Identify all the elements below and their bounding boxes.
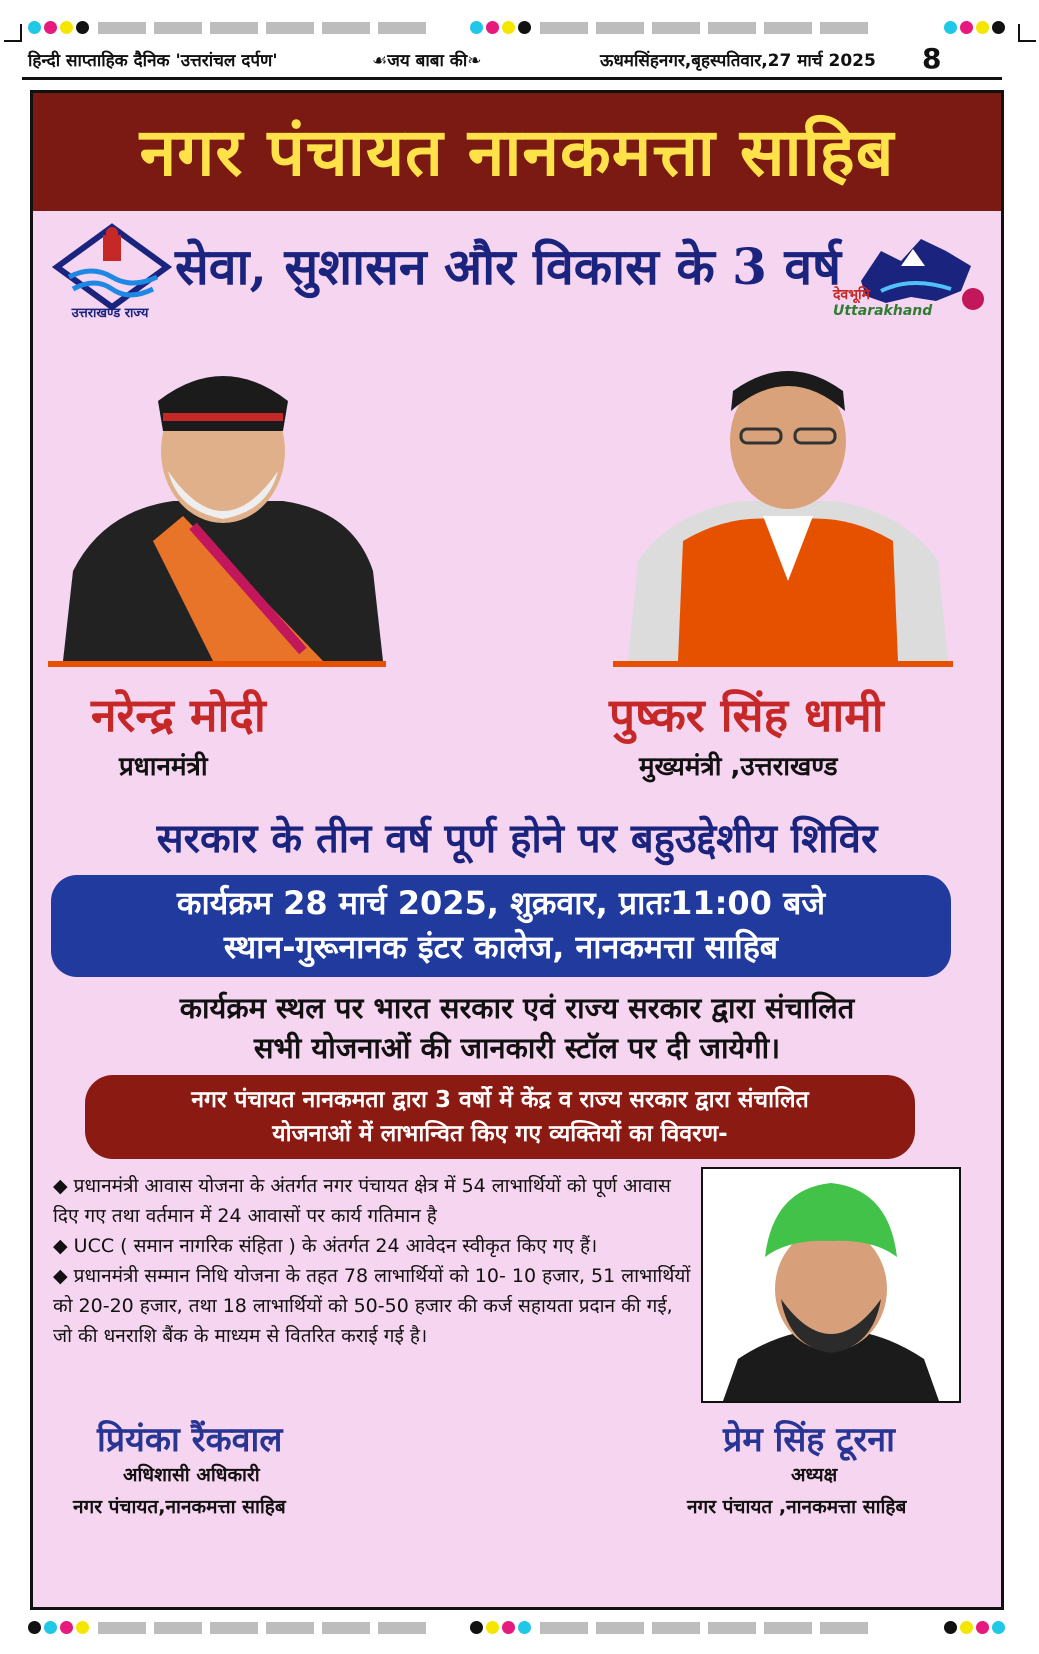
gray-blocks xyxy=(98,22,426,34)
event-banner xyxy=(51,875,951,977)
masthead xyxy=(22,44,1002,74)
headline: सरकार के तीन वर्ष पूर्ण होने पर बहुउद्देशीय शिविर xyxy=(156,815,878,862)
crop-mark xyxy=(1018,24,1036,42)
bottom-registration-bar xyxy=(0,1618,1039,1638)
emblem-label: उत्तराखण्ड राज्य xyxy=(71,306,149,321)
chairman-photo-icon xyxy=(701,1167,961,1403)
crop-mark xyxy=(4,24,22,42)
event-venue: स्थान-गुरूनानक इंटर कालेज, नानकमत्ता साहिब xyxy=(223,928,779,966)
page-number: 8 xyxy=(922,42,942,75)
scheme-bullets xyxy=(53,1171,693,1351)
bullet-item: ◆ प्रधानमंत्री आवास योजना के अंतर्गत नगर पंचायत क्षेत्र में 54 लाभार्थियों को पूर्ण आवास दिए गए तथा वर्तमान में 24 आवासों पर कार्य गतिमान है xyxy=(53,1175,671,1227)
info-line: सभी योजनाओं की जानकारी स्टॉल पर दी जायेगी। xyxy=(253,1031,781,1065)
signatory2-org: नगर पंचायत ,नानकमत्ता साहिब xyxy=(687,1496,907,1518)
leader1-name: नरेन्द्र मोदी xyxy=(91,688,266,742)
signatory1-name: प्रियंका रैंकवाल xyxy=(97,1420,283,1460)
info-line: कार्यक्रम स्थल पर भारत सरकार एवं राज्य सरकार द्वारा संचालित xyxy=(179,991,855,1025)
masthead-divider xyxy=(22,77,1002,80)
gray-blocks xyxy=(540,1622,868,1634)
devbhoomi-text: देवभूमि xyxy=(833,287,871,303)
ad-title: नगर पंचायत नानकमत्ता साहिब xyxy=(139,113,895,191)
dateline: ऊधमसिंहनगर,बृहस्पतिवार,27 मार्च 2025 xyxy=(600,51,876,71)
leader1-role: प्रधानमंत्री xyxy=(119,752,208,782)
color-dots xyxy=(28,1621,89,1634)
details-banner xyxy=(85,1075,915,1159)
top-registration-bar xyxy=(0,18,1039,38)
leader2-role: मुख्यमंत्री ,उत्तराखण्ड xyxy=(639,752,838,782)
color-dots xyxy=(470,1621,531,1634)
pm-portrait-icon xyxy=(63,341,393,661)
gray-blocks xyxy=(98,1622,426,1634)
slogan: सेवा, सुशासन और विकास के 3 वर्ष xyxy=(174,237,842,296)
leader2-name: पुष्कर सिंह धामी xyxy=(609,688,884,742)
cm-portrait-icon xyxy=(623,341,953,661)
color-dots xyxy=(944,1621,1005,1634)
color-dots xyxy=(28,21,89,34)
signatory1-org: नगर पंचायत,नानकमत्ता साहिब xyxy=(73,1496,286,1518)
bullet-item: ◆ प्रधानमंत्री सम्मान निधि योजना के तहत 78 लाभार्थियों को 10- 10 हजार, 51 लाभार्थियों को 20-20 हजार, तथा 18 लाभार्थियों को 50-50 हजार की कर्ज सहायता प्रदान की गई, जो की धनराशि बैंक के माध्यम से वितरित कराई गई है। xyxy=(53,1265,691,1347)
info-text xyxy=(33,988,1001,1068)
portrait-underline xyxy=(613,661,953,667)
signatory2-title: अध्यक्ष xyxy=(791,1464,838,1486)
bullet-item: ◆ UCC ( समान नागरिक संहिता ) के अंतर्गत 24 आवेदन स्वीकृत किए गए हैं। xyxy=(53,1235,598,1257)
event-date: कार्यक्रम 28 मार्च 2025, शुक्रवार, प्रातः11:00 बजे xyxy=(176,884,826,922)
color-dots xyxy=(470,21,531,34)
signatory2-name: प्रेम सिंह टूरना xyxy=(723,1420,895,1460)
details-line: नगर पंचायत नानकमता द्वारा 3 वर्षो में केंद्र व राज्य सरकार द्वारा संचालित xyxy=(191,1087,809,1113)
portrait-underline xyxy=(48,661,386,667)
title-banner xyxy=(33,93,1001,211)
signatory1-title: अधिशासी अधिकारी xyxy=(123,1464,260,1486)
uttarakhand-text: Uttarakhand xyxy=(833,303,933,319)
color-dots xyxy=(944,21,1005,34)
newspaper-name: हिन्दी साप्ताहिक दैनिक 'उत्तरांचल दर्पण' xyxy=(28,51,278,71)
advertisement xyxy=(30,90,1004,1610)
gray-blocks xyxy=(540,22,868,34)
details-line: योजनाओं में लाभान्वित किए गए व्यक्तियों का विवरण- xyxy=(272,1121,728,1147)
masthead-center: ☙जय बाबा की❧ xyxy=(372,51,482,71)
